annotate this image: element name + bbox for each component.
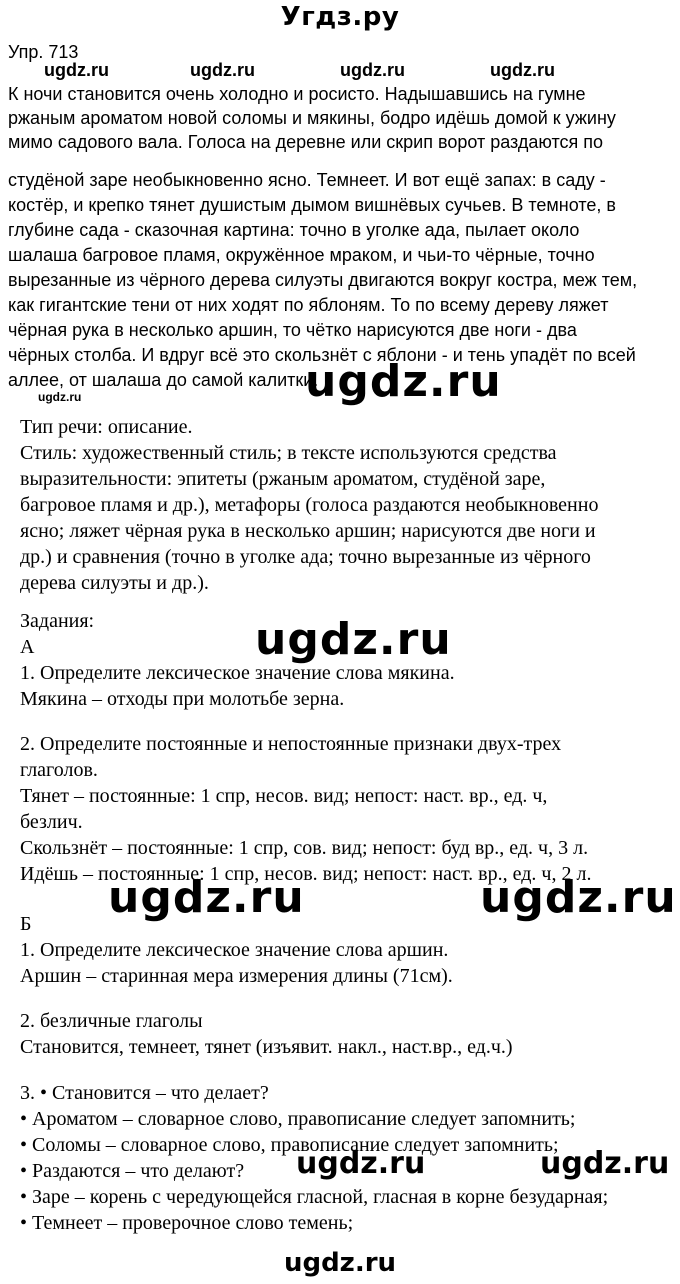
answer-line: 2. безличные глаголы bbox=[20, 1010, 203, 1032]
answer-line: 1. Определите лексическое значение слова аршин. bbox=[20, 939, 449, 961]
answer-line: багровое пламя и др.), метафоры (голоса раздаются необыкновенно bbox=[20, 494, 599, 516]
watermark: ugdz.ru bbox=[540, 1146, 670, 1181]
answer-line: Тип речи: описание. bbox=[20, 416, 193, 438]
watermark: ugdz.ru bbox=[296, 1146, 426, 1181]
answer-line: ясно; ляжет чёрная рука в несколько аршин; нарисуются две ноги и bbox=[20, 520, 596, 542]
text-line: костёр, и крепко тянет душистым дымом вишнёвых сучьев. В темноте, в bbox=[8, 195, 616, 215]
text-line: студёной заре необыкновенно ясно. Темнеет. И вот ещё запах: в саду - bbox=[8, 170, 606, 190]
text-line: чёрная рука в несколько аршин, то чётко нарисуются две ноги - два bbox=[8, 320, 577, 340]
text-line: глубине сада - сказочная картина: точно в уголке ада, пылает около bbox=[8, 220, 580, 240]
section-b-heading: Б bbox=[20, 913, 32, 935]
answer-line: • Раздаются – что делают? bbox=[20, 1160, 245, 1182]
answer-line: выразительности: эпитеты (ржаным ароматом, студёной заре, bbox=[20, 468, 546, 490]
answer-line: 2. Определите постоянные и непостоянные признаки двух-трех bbox=[20, 733, 562, 755]
site-title: Угдз.ру bbox=[280, 2, 400, 32]
answer-line: глаголов. bbox=[20, 759, 98, 781]
text-line: мимо садового вала. Голоса на деревне или скрип ворот раздаются по bbox=[8, 132, 604, 152]
text-line: вырезанные из чёрного дерева силуэты двигаются вокруг костра, меж тем, bbox=[8, 270, 638, 290]
exercise-number: Упр. 713 bbox=[8, 42, 79, 62]
watermark: ugdz.ru bbox=[108, 872, 305, 923]
answer-line: Стиль: художественный стиль; в тексте используются средства bbox=[20, 442, 557, 464]
answer-line: Идёшь – постоянные: 1 спр, несов. вид; непост: наст. вр., ед. ч, 2 л. bbox=[20, 863, 592, 885]
watermark: ugdz.ru bbox=[38, 390, 82, 404]
watermark: ugdz.ru bbox=[340, 60, 405, 80]
answer-line: • Ароматом – словарное слово, правописание следует запомнить; bbox=[20, 1108, 576, 1130]
text-line: ржаным ароматом новой соломы и мякины, бодро идёшь домой к ужину bbox=[8, 108, 616, 128]
answer-line: • Соломы – словарное слово, правописание следует запомнить; bbox=[20, 1134, 559, 1156]
watermark: ugdz.ru bbox=[305, 356, 502, 407]
answer-line: Тянет – постоянные: 1 спр, несов. вид; непост: наст. вр., ед. ч, bbox=[20, 785, 548, 807]
answer-line: • Темнеет – проверочное слово темень; bbox=[20, 1212, 354, 1234]
answer-line: Мякина – отходы при молотьбе зерна. bbox=[20, 688, 345, 710]
watermark: ugdz.ru bbox=[490, 60, 555, 80]
answer-line: дерева силуэты и др.). bbox=[20, 572, 209, 594]
section-a-heading: А bbox=[20, 636, 35, 658]
watermark: ugdz.ru bbox=[480, 872, 677, 923]
answer-line: Становится, темнеет, тянет (изъявит. накл., наст.вр., ед.ч.) bbox=[20, 1036, 513, 1058]
text-line: чёрных столба. И вдруг всё это скользнёт с яблони - и тень упадёт по всей bbox=[8, 345, 636, 365]
watermark: ugdz.ru bbox=[255, 614, 452, 665]
watermark: ugdz.ru bbox=[190, 60, 255, 80]
answer-line: • Заре – корень с чередующейся гласной, гласная в корне безударная; bbox=[20, 1186, 609, 1208]
answer-line: др.) и сравнения (точно в уголке ада; точно вырезанные из чёрного bbox=[20, 546, 591, 568]
text-line: шалаша багровое пламя, окружённое мраком, и чьи-то чёрные, точно bbox=[8, 245, 595, 265]
text-line: аллее, от шалаша до самой калитки. bbox=[8, 370, 319, 390]
answer-line: Скользнёт – постоянные: 1 спр, сов. вид; непост: буд вр., ед. ч, 3 л. bbox=[20, 837, 589, 859]
text-line: как гигантские тени от них ходят по яблоням. То по всему дереву ляжет bbox=[8, 295, 609, 315]
text-line: К ночи становится очень холодно и росисто. Надышавшись на гумне bbox=[8, 84, 586, 104]
answer-line: 3. • Становится – что делает? bbox=[20, 1082, 269, 1104]
answer-line: 1. Определите лексическое значение слова мякина. bbox=[20, 662, 455, 684]
tasks-heading: Задания: bbox=[20, 610, 95, 632]
answer-line: Аршин – старинная мера измерения длины (71см). bbox=[20, 965, 453, 987]
footer-watermark: ugdz.ru bbox=[283, 1248, 397, 1278]
watermark: ugdz.ru bbox=[44, 60, 109, 80]
answer-line: безлич. bbox=[20, 811, 83, 833]
